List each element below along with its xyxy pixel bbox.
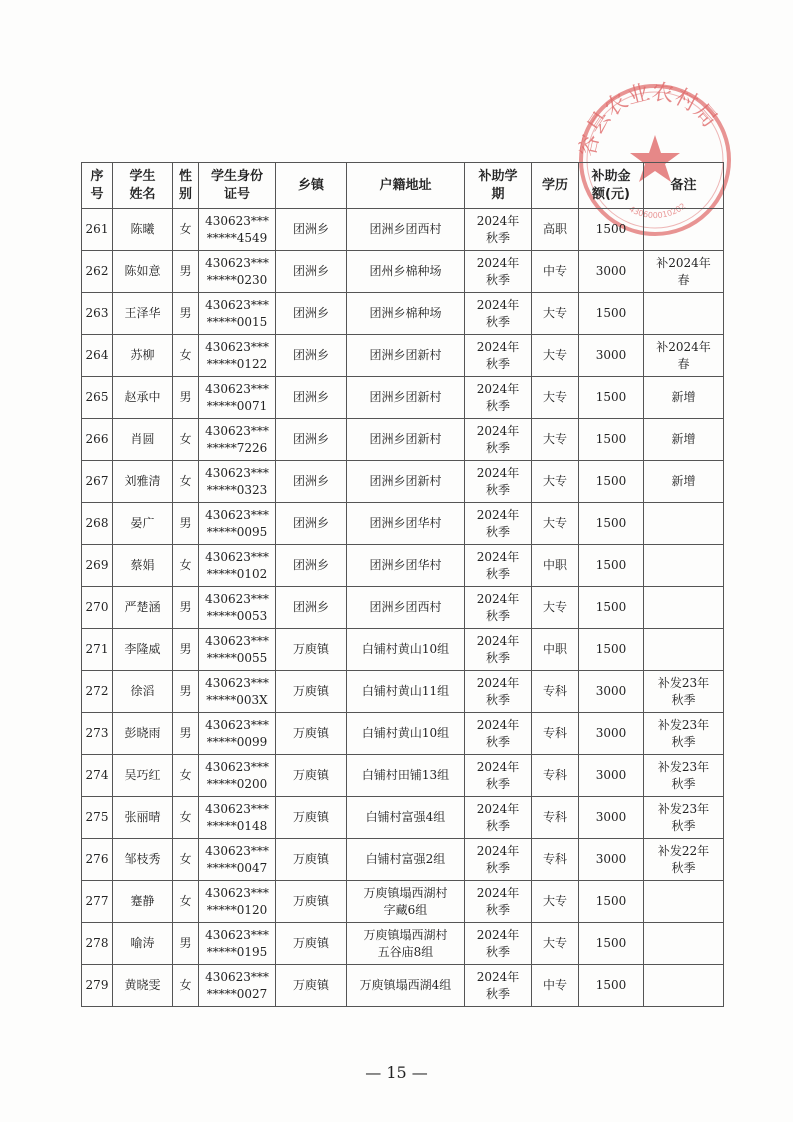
cell-gender: 男 <box>173 377 199 419</box>
cell-id-number: 430623*** *****0323 <box>199 461 276 503</box>
cell-term: 2024年 秋季 <box>465 251 532 293</box>
cell-index: 263 <box>82 293 113 335</box>
cell-id-number: 430623*** *****0047 <box>199 839 276 881</box>
cell-name: 李隆威 <box>113 629 173 671</box>
cell-education: 中职 <box>532 629 579 671</box>
cell-index: 262 <box>82 251 113 293</box>
cell-remarks <box>644 209 724 251</box>
cell-id-number: 430623*** *****0120 <box>199 881 276 923</box>
cell-gender: 女 <box>173 209 199 251</box>
cell-name: 张丽晴 <box>113 797 173 839</box>
table-header-row <box>82 163 724 209</box>
cell-education: 专科 <box>532 755 579 797</box>
cell-township: 万庾镇 <box>276 671 347 713</box>
cell-gender: 女 <box>173 335 199 377</box>
cell-name: 邹枝秀 <box>113 839 173 881</box>
cell-education: 中职 <box>532 545 579 587</box>
cell-index: 266 <box>82 419 113 461</box>
table-row <box>82 755 724 797</box>
cell-id-number: 430623*** *****0053 <box>199 587 276 629</box>
cell-township: 团洲乡 <box>276 503 347 545</box>
table-row <box>82 335 724 377</box>
cell-amount: 1500 <box>579 545 644 587</box>
cell-education: 专科 <box>532 839 579 881</box>
cell-gender: 女 <box>173 965 199 1007</box>
cell-term: 2024年 秋季 <box>465 755 532 797</box>
cell-address: 白铺村黄山11组 <box>347 671 465 713</box>
cell-id-number: 430623*** *****0122 <box>199 335 276 377</box>
cell-gender: 男 <box>173 587 199 629</box>
cell-township: 团洲乡 <box>276 377 347 419</box>
cell-term: 2024年 秋季 <box>465 335 532 377</box>
cell-name: 喻涛 <box>113 923 173 965</box>
cell-id-number: 430623*** *****0200 <box>199 755 276 797</box>
table-row <box>82 965 724 1007</box>
cell-remarks: 新增 <box>644 419 724 461</box>
cell-education: 大专 <box>532 881 579 923</box>
cell-gender: 女 <box>173 545 199 587</box>
cell-index: 272 <box>82 671 113 713</box>
table-row <box>82 293 724 335</box>
cell-term: 2024年 秋季 <box>465 419 532 461</box>
cell-amount: 3000 <box>579 251 644 293</box>
cell-remarks <box>644 503 724 545</box>
cell-amount: 1500 <box>579 209 644 251</box>
cell-gender: 女 <box>173 419 199 461</box>
cell-term: 2024年 秋季 <box>465 461 532 503</box>
cell-address: 白铺村富强4组 <box>347 797 465 839</box>
page-number: — 15 — <box>365 1063 428 1082</box>
cell-township: 团洲乡 <box>276 335 347 377</box>
cell-township: 万庾镇 <box>276 923 347 965</box>
cell-id-number: 430623*** *****0102 <box>199 545 276 587</box>
cell-address: 团洲乡团新村 <box>347 377 465 419</box>
cell-education: 大专 <box>532 503 579 545</box>
cell-remarks <box>644 293 724 335</box>
col-header-township: 乡镇 <box>276 163 347 209</box>
cell-index: 267 <box>82 461 113 503</box>
cell-name: 赵承中 <box>113 377 173 419</box>
cell-index: 273 <box>82 713 113 755</box>
svg-text:430600010202: 430600010202 <box>627 201 688 221</box>
cell-education: 大专 <box>532 293 579 335</box>
cell-amount: 3000 <box>579 839 644 881</box>
cell-township: 团洲乡 <box>276 293 347 335</box>
cell-education: 高职 <box>532 209 579 251</box>
cell-name: 陈如意 <box>113 251 173 293</box>
col-header-remarks: 备注 <box>644 163 724 209</box>
cell-township: 团洲乡 <box>276 461 347 503</box>
cell-term: 2024年 秋季 <box>465 209 532 251</box>
cell-education: 大专 <box>532 923 579 965</box>
col-header-amount: 补助金 额(元) <box>579 163 644 209</box>
cell-name: 蔡娟 <box>113 545 173 587</box>
cell-amount: 3000 <box>579 797 644 839</box>
cell-remarks <box>644 965 724 1007</box>
cell-amount: 1500 <box>579 293 644 335</box>
cell-name: 晏广 <box>113 503 173 545</box>
table-row <box>82 461 724 503</box>
col-header-address: 户籍地址 <box>347 163 465 209</box>
cell-township: 万庾镇 <box>276 755 347 797</box>
cell-name: 刘雅清 <box>113 461 173 503</box>
cell-education: 大专 <box>532 335 579 377</box>
cell-id-number: 430623*** *****0230 <box>199 251 276 293</box>
cell-amount: 3000 <box>579 671 644 713</box>
col-header-education: 学历 <box>532 163 579 209</box>
cell-index: 269 <box>82 545 113 587</box>
cell-address: 团洲乡团新村 <box>347 335 465 377</box>
svg-text:容县农业农村局: 容县农业农村局 <box>575 80 722 159</box>
cell-township: 团洲乡 <box>276 251 347 293</box>
cell-index: 278 <box>82 923 113 965</box>
cell-amount: 1500 <box>579 377 644 419</box>
col-header-index: 序 号 <box>82 163 113 209</box>
cell-remarks <box>644 923 724 965</box>
cell-amount: 3000 <box>579 713 644 755</box>
cell-remarks <box>644 629 724 671</box>
cell-index: 279 <box>82 965 113 1007</box>
cell-remarks: 补2024年 春 <box>644 335 724 377</box>
cell-term: 2024年 秋季 <box>465 293 532 335</box>
cell-education: 中专 <box>532 965 579 1007</box>
cell-index: 275 <box>82 797 113 839</box>
table-row <box>82 797 724 839</box>
cell-gender: 女 <box>173 881 199 923</box>
table-row <box>82 209 724 251</box>
col-header-id-number: 学生身份 证号 <box>199 163 276 209</box>
cell-term: 2024年 秋季 <box>465 671 532 713</box>
cell-address: 团洲乡团华村 <box>347 545 465 587</box>
cell-gender: 男 <box>173 251 199 293</box>
cell-index: 276 <box>82 839 113 881</box>
cell-term: 2024年 秋季 <box>465 587 532 629</box>
cell-township: 团洲乡 <box>276 419 347 461</box>
cell-address: 团洲乡团新村 <box>347 461 465 503</box>
table-row <box>82 251 724 293</box>
cell-index: 265 <box>82 377 113 419</box>
table-row <box>82 503 724 545</box>
cell-amount: 3000 <box>579 335 644 377</box>
cell-remarks: 补2024年 春 <box>644 251 724 293</box>
cell-gender: 女 <box>173 839 199 881</box>
cell-township: 团洲乡 <box>276 545 347 587</box>
cell-education: 专科 <box>532 713 579 755</box>
cell-term: 2024年 秋季 <box>465 713 532 755</box>
cell-amount: 1500 <box>579 881 644 923</box>
cell-township: 万庾镇 <box>276 881 347 923</box>
cell-address: 团洲乡团新村 <box>347 419 465 461</box>
cell-township: 万庾镇 <box>276 965 347 1007</box>
cell-address: 团洲乡团华村 <box>347 503 465 545</box>
cell-gender: 女 <box>173 797 199 839</box>
cell-remarks <box>644 545 724 587</box>
cell-township: 万庾镇 <box>276 713 347 755</box>
cell-amount: 1500 <box>579 923 644 965</box>
cell-name: 苏柳 <box>113 335 173 377</box>
cell-address: 团州乡棉种场 <box>347 251 465 293</box>
cell-remarks: 新增 <box>644 377 724 419</box>
cell-township: 团洲乡 <box>276 587 347 629</box>
cell-remarks: 补发23年 秋季 <box>644 671 724 713</box>
cell-amount: 1500 <box>579 503 644 545</box>
cell-amount: 3000 <box>579 755 644 797</box>
cell-gender: 男 <box>173 503 199 545</box>
cell-index: 270 <box>82 587 113 629</box>
cell-gender: 男 <box>173 671 199 713</box>
cell-term: 2024年 秋季 <box>465 503 532 545</box>
subsidy-roster-table <box>81 162 724 1007</box>
cell-remarks: 新增 <box>644 461 724 503</box>
cell-term: 2024年 秋季 <box>465 629 532 671</box>
cell-id-number: 430623*** *****0095 <box>199 503 276 545</box>
cell-name: 徐滔 <box>113 671 173 713</box>
cell-term: 2024年 秋季 <box>465 923 532 965</box>
cell-term: 2024年 秋季 <box>465 377 532 419</box>
cell-index: 274 <box>82 755 113 797</box>
cell-name: 彭晓雨 <box>113 713 173 755</box>
table-row <box>82 419 724 461</box>
cell-education: 专科 <box>532 671 579 713</box>
table-row <box>82 881 724 923</box>
cell-education: 中专 <box>532 251 579 293</box>
cell-remarks: 补发22年 秋季 <box>644 839 724 881</box>
cell-education: 大专 <box>532 461 579 503</box>
cell-name: 严楚涵 <box>113 587 173 629</box>
cell-education: 大专 <box>532 377 579 419</box>
cell-term: 2024年 秋季 <box>465 797 532 839</box>
cell-name: 肖圆 <box>113 419 173 461</box>
cell-name: 吴巧红 <box>113 755 173 797</box>
cell-term: 2024年 秋季 <box>465 839 532 881</box>
cell-gender: 男 <box>173 629 199 671</box>
cell-township: 万庾镇 <box>276 629 347 671</box>
table-row <box>82 629 724 671</box>
cell-index: 271 <box>82 629 113 671</box>
cell-amount: 1500 <box>579 419 644 461</box>
cell-id-number: 430623*** *****0148 <box>199 797 276 839</box>
cell-amount: 1500 <box>579 587 644 629</box>
cell-amount: 1500 <box>579 965 644 1007</box>
table-row <box>82 923 724 965</box>
table-row <box>82 545 724 587</box>
cell-index: 264 <box>82 335 113 377</box>
cell-education: 大专 <box>532 587 579 629</box>
cell-name: 陈曦 <box>113 209 173 251</box>
cell-address: 白铺村富强2组 <box>347 839 465 881</box>
col-header-term: 补助学 期 <box>465 163 532 209</box>
table-row <box>82 671 724 713</box>
table-row <box>82 713 724 755</box>
cell-township: 万庾镇 <box>276 839 347 881</box>
cell-gender: 男 <box>173 293 199 335</box>
cell-address: 团洲乡团西村 <box>347 587 465 629</box>
cell-gender: 男 <box>173 923 199 965</box>
cell-index: 277 <box>82 881 113 923</box>
cell-id-number: 430623*** *****0099 <box>199 713 276 755</box>
cell-index: 261 <box>82 209 113 251</box>
cell-education: 专科 <box>532 797 579 839</box>
cell-address: 白铺村黄山10组 <box>347 629 465 671</box>
cell-address: 万庾镇塌西湖村 五谷庙8组 <box>347 923 465 965</box>
cell-township: 万庾镇 <box>276 797 347 839</box>
cell-index: 268 <box>82 503 113 545</box>
cell-amount: 1500 <box>579 461 644 503</box>
cell-address: 白铺村黄山10组 <box>347 713 465 755</box>
table-row <box>82 587 724 629</box>
cell-gender: 女 <box>173 461 199 503</box>
cell-township: 团洲乡 <box>276 209 347 251</box>
cell-id-number: 430623*** *****0015 <box>199 293 276 335</box>
cell-address: 万庾镇塌西湖村 字藏6组 <box>347 881 465 923</box>
cell-term: 2024年 秋季 <box>465 881 532 923</box>
cell-id-number: 430623*** *****0071 <box>199 377 276 419</box>
cell-id-number: 430623*** *****0195 <box>199 923 276 965</box>
cell-address: 万庾镇塌西湖4组 <box>347 965 465 1007</box>
cell-gender: 女 <box>173 755 199 797</box>
cell-term: 2024年 秋季 <box>465 965 532 1007</box>
table-row <box>82 839 724 881</box>
cell-id-number: 430623*** *****0027 <box>199 965 276 1007</box>
cell-id-number: 430623*** *****003X <box>199 671 276 713</box>
cell-remarks <box>644 881 724 923</box>
cell-remarks: 补发23年 秋季 <box>644 713 724 755</box>
cell-address: 团洲乡棉种场 <box>347 293 465 335</box>
col-header-gender: 性 别 <box>173 163 199 209</box>
cell-gender: 男 <box>173 713 199 755</box>
cell-education: 大专 <box>532 419 579 461</box>
cell-address: 团洲乡团西村 <box>347 209 465 251</box>
cell-id-number: 430623*** *****7226 <box>199 419 276 461</box>
cell-address: 白铺村田铺13组 <box>347 755 465 797</box>
cell-remarks: 补发23年 秋季 <box>644 755 724 797</box>
cell-id-number: 430623*** *****4549 <box>199 209 276 251</box>
cell-name: 黄晓雯 <box>113 965 173 1007</box>
cell-remarks <box>644 587 724 629</box>
col-header-name: 学生 姓名 <box>113 163 173 209</box>
cell-name: 王泽华 <box>113 293 173 335</box>
cell-remarks: 补发23年 秋季 <box>644 797 724 839</box>
table-row <box>82 377 724 419</box>
cell-amount: 1500 <box>579 629 644 671</box>
cell-id-number: 430623*** *****0055 <box>199 629 276 671</box>
cell-term: 2024年 秋季 <box>465 545 532 587</box>
cell-name: 蹇静 <box>113 881 173 923</box>
